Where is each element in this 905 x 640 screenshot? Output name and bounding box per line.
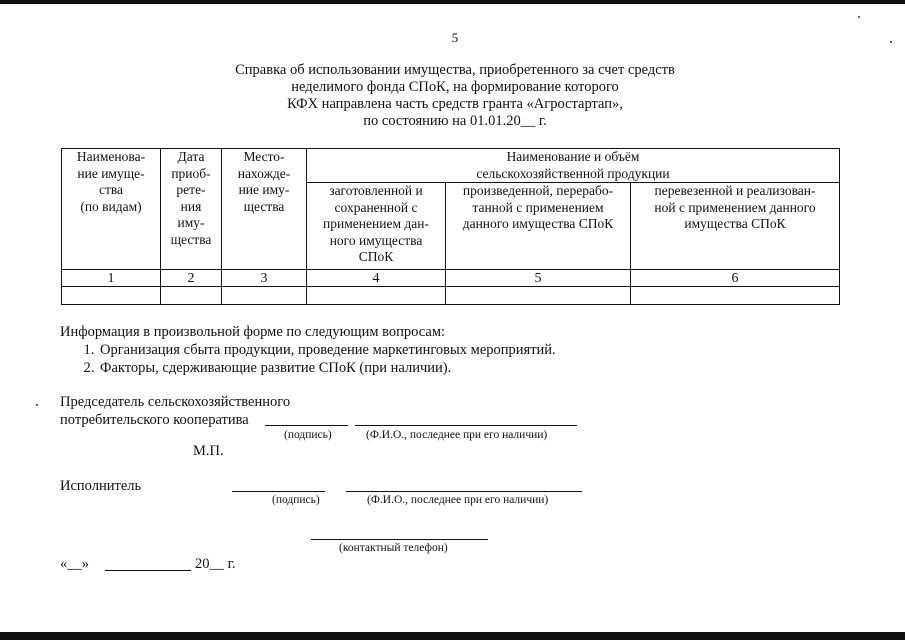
- executor-signature-line[interactable]: [232, 491, 325, 492]
- stamp-place: М.П.: [193, 443, 224, 459]
- column-number: 6: [631, 270, 840, 287]
- column-number-row: [62, 270, 840, 287]
- title-line: Справка об использовании имущества, приобретенного за счет средств: [235, 62, 675, 78]
- table-cell[interactable]: [222, 287, 307, 305]
- column-number: 3: [222, 270, 307, 287]
- scan-speck: [890, 41, 892, 43]
- property-usage-table: [61, 148, 840, 305]
- chairman-signature-line[interactable]: [265, 425, 348, 426]
- scan-speck: [36, 404, 38, 406]
- header-stored-products: заготовленной и сохраненной с применением дан- ного имущества СПоК: [307, 183, 446, 270]
- info-intro: Информация в произвольной форме по следующим вопросам:: [60, 324, 446, 340]
- chairman-title-line: Председатель сельскохозяйственного: [60, 394, 291, 410]
- info-list: [60, 341, 556, 377]
- header-product-group: Наименование и объём сельскохозяйственной продукции: [307, 149, 840, 183]
- table-cell[interactable]: [631, 287, 840, 305]
- executor-label: Исполнитель: [60, 478, 142, 494]
- chairman-title-line: потребительского кооператива: [60, 412, 249, 428]
- title-line: по состоянию на 01.01.20__ г.: [363, 113, 547, 129]
- phone-line[interactable]: [311, 539, 488, 540]
- scan-speck: [858, 16, 860, 18]
- table-cell[interactable]: [307, 287, 446, 305]
- top-border: [0, 0, 905, 4]
- table-cell[interactable]: [62, 287, 161, 305]
- header-acquisition-date: Дата приоб- рете- ния иму- щества: [161, 149, 222, 270]
- column-number: 1: [62, 270, 161, 287]
- signature-caption: (подпись): [284, 429, 332, 441]
- bottom-border: [0, 632, 905, 640]
- info-section: [60, 323, 556, 377]
- header-property-name: Наименова- ние имуще- ства (по видам): [62, 149, 161, 270]
- signature-caption: (подпись): [272, 494, 320, 506]
- table-cell[interactable]: [446, 287, 631, 305]
- document-title: [150, 62, 760, 130]
- phone-caption: (контактный телефон): [339, 542, 448, 554]
- header-transported-products: перевезенной и реализован- ной с применением данного имущества СПоК: [631, 183, 840, 270]
- table-cell[interactable]: [161, 287, 222, 305]
- list-item: 2. Факторы, сдерживающие развитие СПоК (при наличии).: [98, 359, 556, 377]
- chairman-name-line[interactable]: [355, 425, 577, 426]
- date-year: 20__ г.: [195, 556, 236, 572]
- chairman-label: [60, 393, 290, 429]
- table-row: [62, 287, 840, 305]
- header-location: Место- нахожде- ние иму- щества: [222, 149, 307, 270]
- title-line: КФХ направлена часть средств гранта «Агростартап»,: [287, 96, 623, 112]
- column-number: 5: [446, 270, 631, 287]
- date-day: «__»: [60, 556, 89, 572]
- name-caption: (Ф.И.О., последнее при его наличии): [366, 429, 548, 441]
- page-number: 5: [451, 30, 459, 45]
- column-number: 2: [161, 270, 222, 287]
- title-line: неделимого фонда СПоК, на формирование которого: [291, 79, 619, 95]
- header-produced-products: произведенной, перерабо- танной с применением данного имущества СПоК: [446, 183, 631, 270]
- executor-name-line[interactable]: [346, 491, 582, 492]
- list-item: 1. Организация сбыта продукции, проведение маркетинговых мероприятий.: [98, 341, 556, 359]
- date-month-line[interactable]: [105, 570, 191, 571]
- column-number: 4: [307, 270, 446, 287]
- name-caption: (Ф.И.О., последнее при его наличии): [367, 494, 549, 506]
